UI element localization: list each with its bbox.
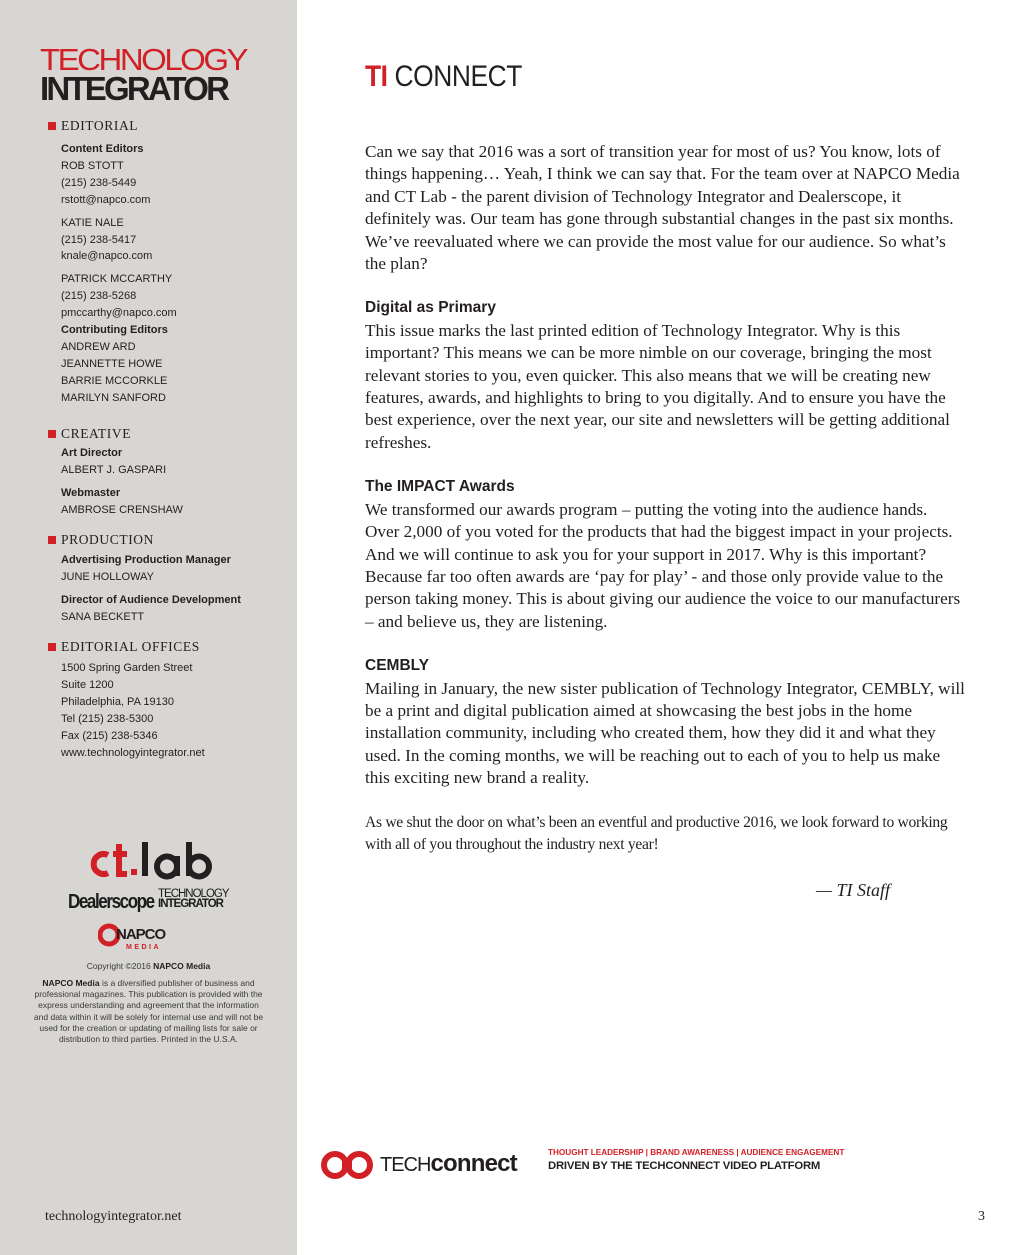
ct-lab-logo xyxy=(90,836,220,884)
napco-logo-text: NAPCO xyxy=(116,926,166,943)
staff-line: Fax (215) 238-5346 xyxy=(61,729,158,742)
staff-line: Suite 1200 xyxy=(61,678,114,691)
intro-paragraph: Can we say that 2016 was a sort of transition year for most of us? You know, lots of things happening… Yeah, I think we can say that. For the team over at NAPCO Media and CT Lab - the parent division of Technology Integrator and Dealerscope, it definitely was. Our team has gone through substantial changes in the past six months. We’ve reevaluated where we can provide the most value for our audience. So what’s the plan? xyxy=(365,142,960,274)
footer-url: technologyintegrator.net xyxy=(45,1209,182,1224)
section-body-impact-awards: We transformed our awards program – putting the voting into the audience hands. Over 2,000 of you voted for the products that had the biggest impact in your projects. And we will continue to ask you for your support in 2017. Why is this important? Because far too often awards are ‘pay for play’ - and those only provide value to the person taking money. This is about giving our audience the voice to our manufacturers – and believe us, they are listening. xyxy=(365,499,961,631)
legal-disclaimer: NAPCO Media is a diversified publisher of business and professional magazines. This publication is provided with the express understanding and agreement that the information and data within it will be solely for internal use and will not be used for the creation or updating of mailing lists for sale or distribution to third parties. Printed in the U.S.A. xyxy=(33,978,264,1045)
ct-lab-logo-text: ct.lab xyxy=(90,836,93,837)
technology-integrator-logo xyxy=(40,44,256,105)
masthead-sidebar xyxy=(0,0,297,1255)
staff-line: SANA BECKETT xyxy=(61,610,145,623)
section-body-cembly: Mailing in January, the new sister publication of Technology Integrator, CEMBLY, will be a print and digital publication aimed at showcasing the best jobs in the home installation community, including who created them, how they did it and what they used. In the coming months, we will be reaching out to each of you to help us make this exciting new brand a reality. xyxy=(365,678,965,788)
napco-media-logo xyxy=(98,922,198,952)
staff-line: PATRICK MCCARTHY xyxy=(61,273,173,286)
techconnect-subline: DRIVEN BY THE TECHCONNECT VIDEO PLATFORM xyxy=(548,1160,821,1172)
staff-line: (215) 238-5449 xyxy=(61,176,137,189)
staff-line: www.technologyintegrator.net xyxy=(61,746,205,759)
staff-line: Philadelphia, PA 19130 xyxy=(61,695,174,708)
staff-line: ALBERT J. GASPARI xyxy=(61,463,167,476)
section-body-digital: This issue marks the last printed edition of Technology Integrator. Why is this important? This means we can be more nimble on our coverage, bringing the most relevant stories to you, even quicker. This also means that we will be creating new features, awards, and highlights to bring to you digitally. And to ensure you have the best experience, over the next year, our site and newsletters will be getting additional refreshes. xyxy=(365,320,950,452)
staff-line: JUNE HOLLOWAY xyxy=(61,570,154,583)
staff-line: ANDREW ARD xyxy=(61,340,136,353)
small-logo-line-1: TECHNOLOGY xyxy=(158,888,229,900)
article-body xyxy=(365,141,965,856)
creative-staff-list xyxy=(61,445,183,519)
section-heading-impact-awards: The IMPACT Awards xyxy=(365,478,515,496)
closing-paragraph: As we shut the door on what’s been an eventful and productive 2016, we look forward to working with all of you throughout the industry next year! xyxy=(365,813,948,853)
production-staff-list xyxy=(61,552,241,626)
staff-line: knale@napco.com xyxy=(61,250,153,263)
logo-line-1: TECHNOLOGY xyxy=(40,42,247,77)
staff-role: Advertising Production Manager xyxy=(61,554,231,566)
techconnect-tagline: THOUGHT LEADERSHIP | BRAND AWARENESS | AUDIENCE ENGAGEMENT xyxy=(548,1148,845,1157)
editorial-heading: EDITORIAL xyxy=(48,118,138,134)
staff-role: Director of Audience Development xyxy=(61,593,241,606)
production-heading: PRODUCTION xyxy=(48,532,154,548)
staff-role: Contributing Editors xyxy=(61,324,168,337)
staff-line: KATIE NALE xyxy=(61,216,124,229)
staff-line: ROB STOTT xyxy=(61,159,124,172)
staff-role: Content Editors xyxy=(61,143,144,155)
page-number: 3 xyxy=(978,1209,985,1224)
logo-line-2: INTEGRATOR xyxy=(40,70,228,107)
techconnect-infinity-icon xyxy=(318,1148,378,1182)
technology-integrator-small-logo xyxy=(158,889,229,910)
staff-line: (215) 238-5417 xyxy=(61,233,137,246)
techconnect-wordmark: TECHconnect xyxy=(380,1150,517,1177)
creative-heading: CREATIVE xyxy=(48,426,131,442)
staff-line: BARRIE MCCORKLE xyxy=(61,374,168,387)
techconnect-ad xyxy=(318,1144,878,1188)
bullet-square-icon xyxy=(48,122,56,130)
staff-line: (215) 238-5268 xyxy=(61,290,137,303)
small-logo-line-2: INTEGRATOR xyxy=(158,898,223,911)
staff-line: JEANNETTE HOWE xyxy=(61,357,163,370)
staff-line: Tel (215) 238-5300 xyxy=(61,712,154,725)
editorial-staff-list xyxy=(61,141,177,407)
staff-role: Art Director xyxy=(61,447,123,459)
staff-line: MARILYN SANFORD xyxy=(61,391,166,404)
section-heading-cembly: CEMBLY xyxy=(365,657,430,675)
dealerscope-logo: Dealerscope xyxy=(68,890,154,913)
bullet-square-icon xyxy=(48,643,56,651)
staff-line: AMBROSE CRENSHAW xyxy=(61,503,183,516)
staff-line: rstott@napco.com xyxy=(61,193,151,206)
napco-logo-subtext: MEDIA xyxy=(126,944,162,951)
signoff: — TI Staff xyxy=(816,880,891,900)
bullet-square-icon xyxy=(48,430,56,438)
editorial-offices-address xyxy=(61,660,205,761)
section-heading-digital: Digital as Primary xyxy=(365,299,496,317)
staff-line: 1500 Spring Garden Street xyxy=(61,662,193,674)
staff-role: Webmaster xyxy=(61,486,121,499)
page-title: TI CONNECT xyxy=(365,60,522,93)
editorial-offices-heading: EDITORIAL OFFICES xyxy=(48,639,200,655)
staff-line: pmccarthy@napco.com xyxy=(61,307,177,320)
copyright-notice: Copyright ©2016 NAPCO Media xyxy=(86,961,211,971)
bullet-square-icon xyxy=(48,536,56,544)
